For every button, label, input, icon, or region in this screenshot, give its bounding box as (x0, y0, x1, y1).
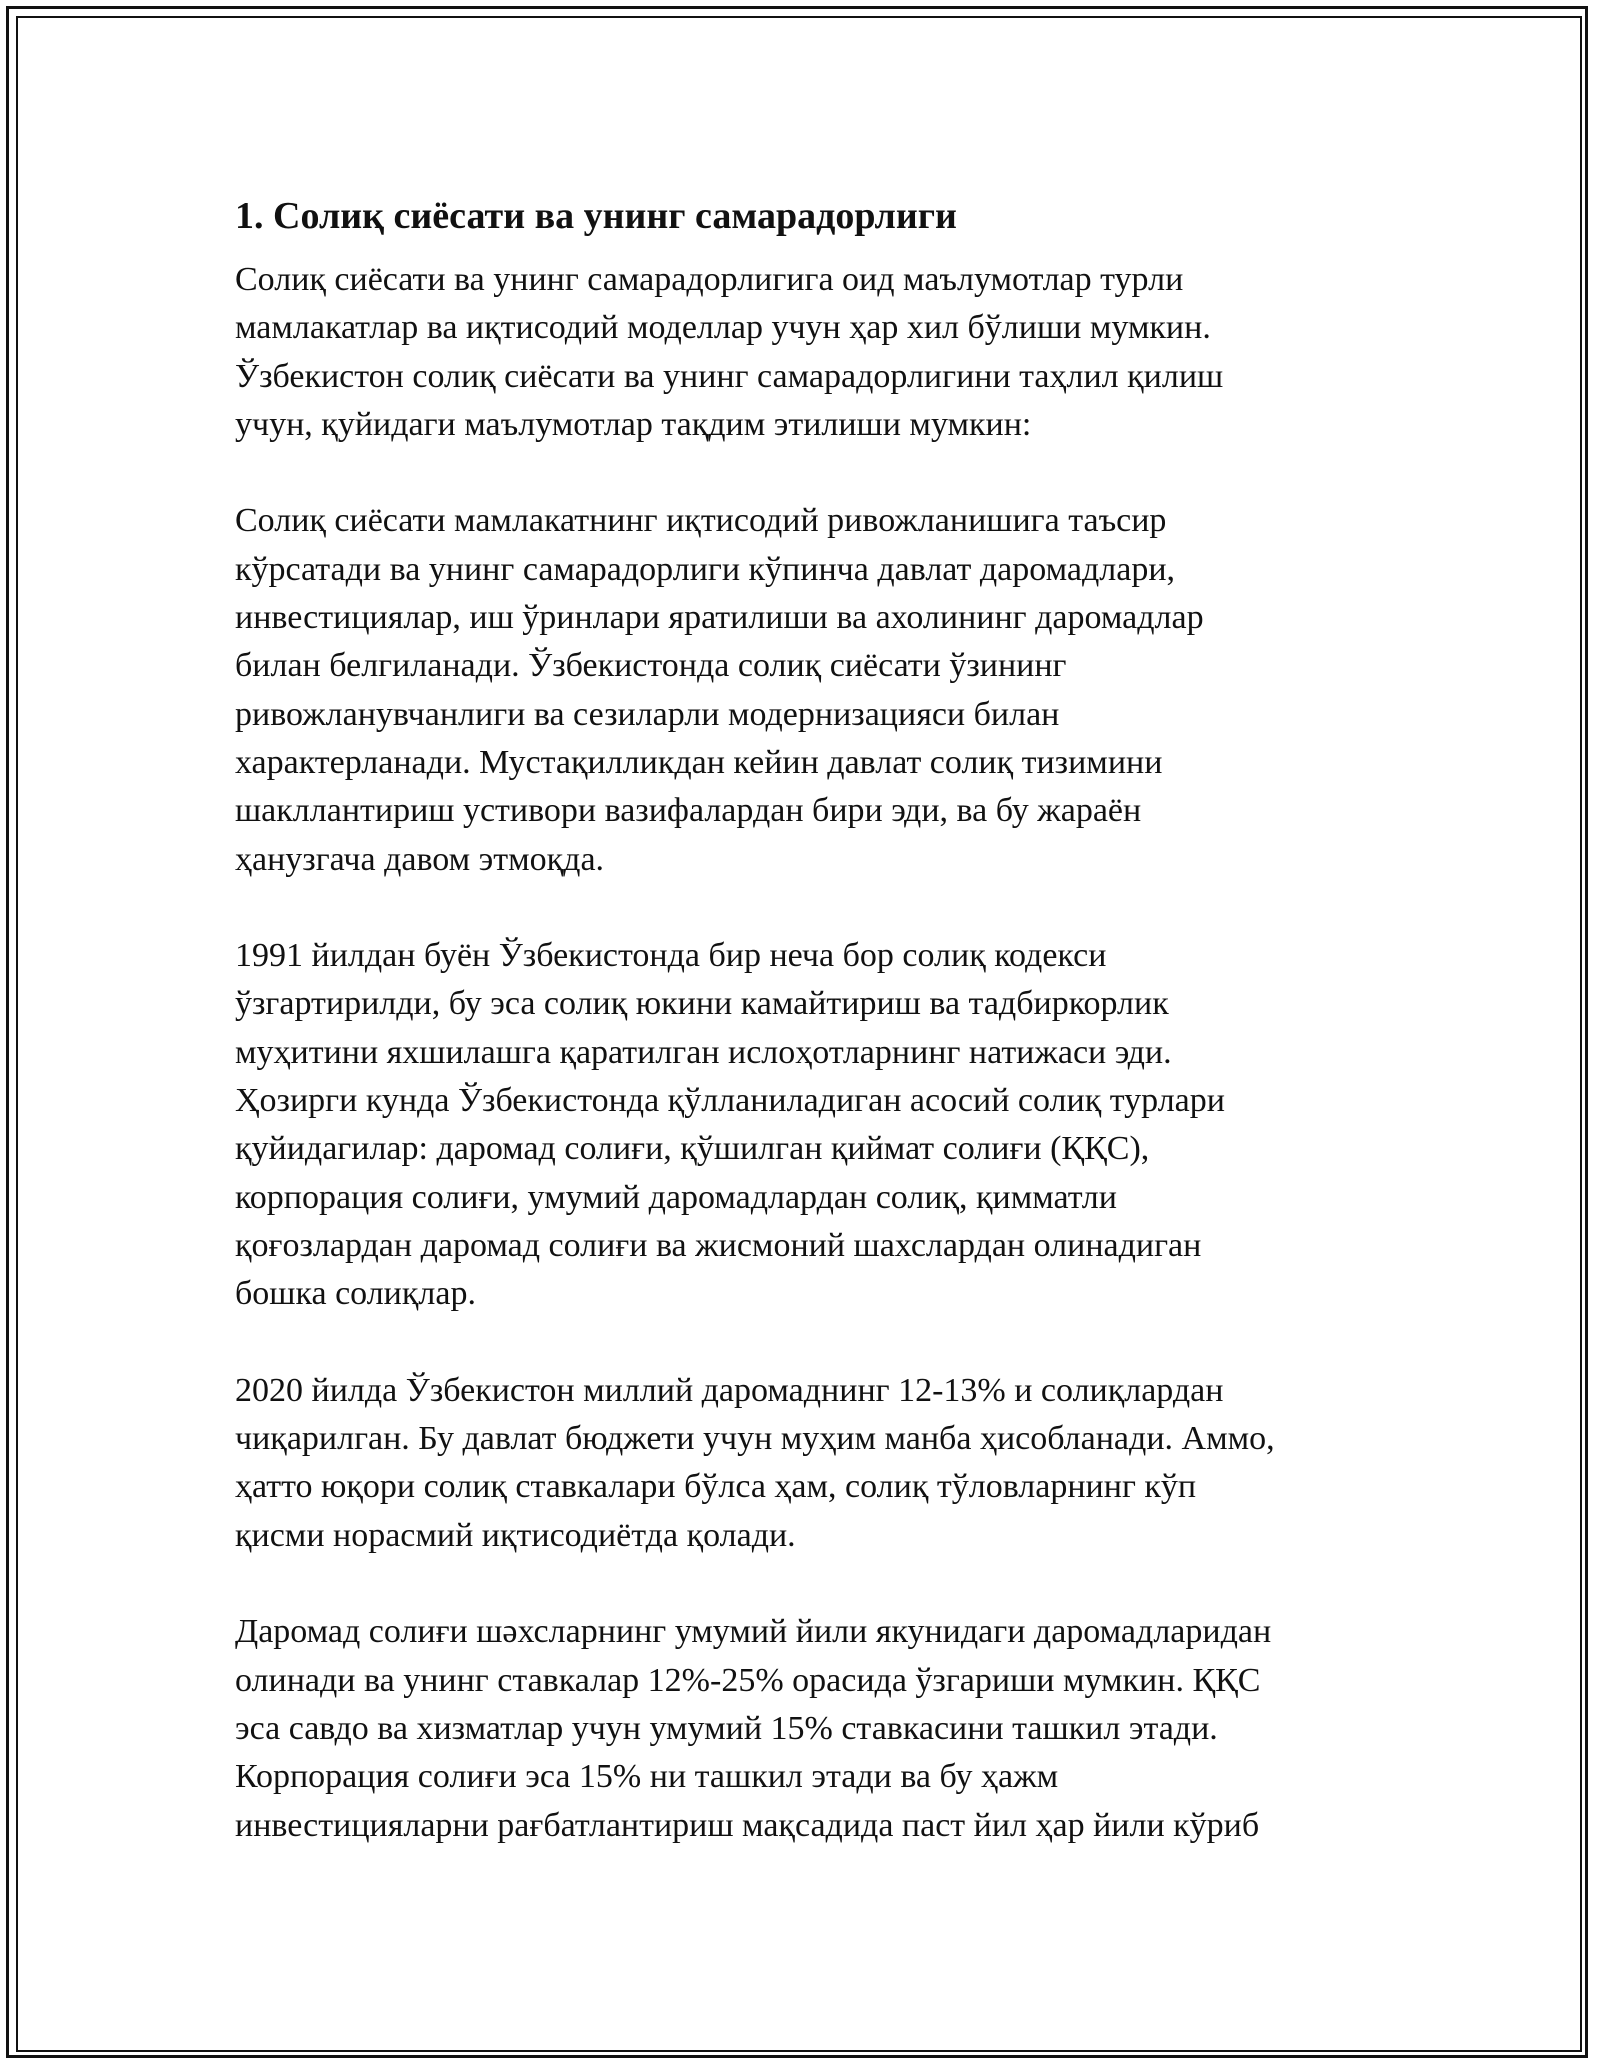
paragraph-line: ҳанузгача давом этмоқда. (235, 840, 605, 878)
paragraph-line: 2020 йилда Ўзбекистон миллий даромаднинг 12-13% и солиқлардан (235, 1371, 1224, 1409)
paragraph-line: муҳитини яхшилашга қаратилган ислоҳотларнинг натижаси эди. (235, 1033, 1172, 1071)
paragraph-line: олинади ва унинг ставкалар 12%-25% орасида ўзгариши мумкин. ҚҚС (235, 1661, 1261, 1699)
paragraph-line: билан белгиланади. Ўзбекистонда солиқ сиёсати ўзининг (235, 647, 1067, 685)
paragraph-line: қоғозлардан даромад солиғи ва жисмоний шахслардан олинадиган (235, 1226, 1202, 1264)
paragraph (235, 1608, 1375, 1849)
paragraph-line: кўрсатади ва унинг самарадорлиги кўпинча давлат даромадлари, (235, 550, 1176, 588)
paragraph (235, 1367, 1375, 1560)
paragraph-line: корпорация солиғи, умумий даромадлардан солиқ, қимматли (235, 1178, 1117, 1216)
paragraph-container (235, 256, 1375, 1850)
document-body (235, 190, 1375, 1898)
paragraph (235, 932, 1375, 1318)
paragraph-line: ўзгартирилди, бу эса солиқ юкини камайтириш ва тадбиркорлик (235, 985, 1169, 1023)
paragraph-line: қисми норасмий иқтисодиётда қолади. (235, 1516, 796, 1554)
paragraph (235, 256, 1375, 449)
section-heading: 1. Солиқ сиёсати ва унинг самарадорлиги (235, 195, 957, 237)
paragraph-line: мамлакатлар ва иқтисодий моделлар учун ҳар хил бўлиши мумкин. (235, 309, 1211, 347)
paragraph-line: шакллантириш устивори вазифалардан бири эди, ва бу жараён (235, 792, 1142, 830)
paragraph-line: 1991 йилдан буён Ўзбекистонда бир неча бор солиқ кодекси (235, 937, 1107, 975)
paragraph-line: чиқарилган. Бу давлат бюджети учун муҳим манба ҳисобланади. Аммо, (235, 1420, 1275, 1458)
paragraph-line: Солиқ сиёсати мамлакатнинг иқтисодий ривожланишига таъсир (235, 502, 1167, 540)
paragraph-line: инвестициялар, иш ўринлари яратилиши ва ахолининг даромадлар (235, 599, 1204, 637)
paragraph-line: Ҳозирги кунда Ўзбекистонда қўлланиладиган асосий солиқ турлари (235, 1082, 1225, 1120)
paragraph-line: эса савдо ва хизматлар учун умумий 15% ставкасини ташкил этади. (235, 1709, 1218, 1747)
paragraph-line: учун, қуйидаги маълумотлар тақдим этилиши мумкин: (235, 405, 1032, 443)
paragraph-line: бошка солиқлар. (235, 1275, 476, 1313)
paragraph-line: характерланади. Мустақилликдан кейин давлат солиқ тизимини (235, 743, 1163, 781)
paragraph (235, 497, 1375, 883)
paragraph-line: инвестицияларни рағбатлантириш мақсадида паст йил ҳар йили кўриб (235, 1806, 1260, 1844)
paragraph-line: Корпорация солиғи эса 15% ни ташкил этади ва бу ҳажм (235, 1758, 1059, 1796)
paragraph-line: Даромад солиғи шәхсларнинг умумий йили якунидаги даромадларидан (235, 1613, 1272, 1651)
paragraph-line: Солиқ сиёсати ва унинг самарадорлигига оид маълумотлар турли (235, 261, 1184, 298)
paragraph-line: Ўзбекистон солиқ сиёсати ва унинг самарадорлигини таҳлил қилиш (235, 357, 1224, 395)
paragraph-line: ривожланувчанлиги ва сезиларли модернизацияси билан (235, 695, 1060, 733)
paragraph-line: қуйидагилар: даромад солиғи, қўшилган қиймат солиғи (ҚҚС), (235, 1130, 1150, 1168)
paragraph-line: ҳатто юқори солиқ ставкалари бўлса ҳам, солиқ тўловларнинг кўп (235, 1468, 1197, 1506)
